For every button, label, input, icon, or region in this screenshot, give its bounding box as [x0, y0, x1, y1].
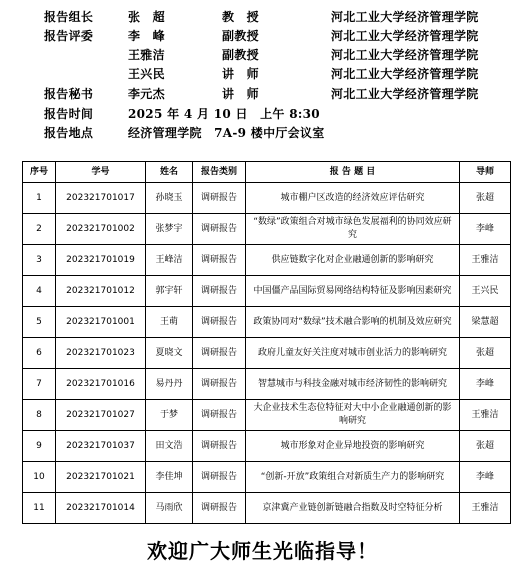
cell-category: 调研报告 — [193, 400, 246, 431]
info-org: 河北工业大学经济管理学院 — [331, 10, 479, 24]
report-time: 2025 年 4 月 10 日 上午 8:30 — [128, 107, 320, 121]
info-label: 报告时间 — [44, 107, 94, 121]
cell-title: 中国僵产品国际贸易网络结构特征及影响因素研究 — [246, 276, 460, 307]
cell-index: 6 — [23, 338, 56, 369]
info-row-judge-2 — [0, 45, 525, 65]
col-header-category: 报告类别 — [193, 162, 246, 183]
cell-title: 供应链数字化对企业融通创新的影响研究 — [246, 245, 460, 276]
cell-name: 田文浩 — [146, 431, 193, 462]
cell-index: 7 — [23, 369, 56, 400]
cell-category: 调研报告 — [193, 462, 246, 493]
info-title: 讲 师 — [222, 87, 259, 101]
table-row — [23, 276, 511, 307]
col-header-advisor: 导师 — [460, 162, 511, 183]
cell-student-id: 202321701021 — [56, 462, 146, 493]
cell-name: 王峰洁 — [146, 245, 193, 276]
info-row-place — [0, 123, 525, 143]
cell-index: 9 — [23, 431, 56, 462]
col-header-student-id: 学号 — [56, 162, 146, 183]
cell-index: 1 — [23, 183, 56, 214]
cell-advisor: 王雅洁 — [460, 245, 511, 276]
info-label: 报告组长 — [44, 10, 94, 24]
table-row — [23, 431, 511, 462]
cell-name: 张梦宇 — [146, 214, 193, 245]
info-title: 副教授 — [222, 29, 259, 43]
cell-student-id: 202321701014 — [56, 493, 146, 524]
cell-name: 于梦 — [146, 400, 193, 431]
table-row — [23, 400, 511, 431]
cell-title: “创新-开放”政策组合对新质生产力的影响研究 — [246, 462, 460, 493]
info-title: 副教授 — [222, 48, 259, 62]
cell-category: 调研报告 — [193, 369, 246, 400]
table-header-row — [23, 162, 511, 183]
table-row — [23, 214, 511, 245]
cell-student-id: 202321701002 — [56, 214, 146, 245]
cell-advisor: 李峰 — [460, 369, 511, 400]
cell-advisor: 张超 — [460, 431, 511, 462]
cell-name: 郭宇轩 — [146, 276, 193, 307]
cell-name: 李佳坤 — [146, 462, 193, 493]
cell-name: 夏晓文 — [146, 338, 193, 369]
col-header-title: 报 告 题 目 — [246, 162, 460, 183]
info-name: 张 超 — [128, 10, 165, 24]
cell-category: 调研报告 — [193, 183, 246, 214]
table-row — [23, 183, 511, 214]
cell-category: 调研报告 — [193, 276, 246, 307]
info-row-judge-3 — [0, 64, 525, 84]
cell-title: 智慧城市与科技金融对城市经济韧性的影响研究 — [246, 369, 460, 400]
cell-student-id: 202321701012 — [56, 276, 146, 307]
cell-index: 5 — [23, 307, 56, 338]
cell-advisor: 王兴民 — [460, 276, 511, 307]
cell-name: 马雨欣 — [146, 493, 193, 524]
cell-name: 易丹丹 — [146, 369, 193, 400]
cell-category: 调研报告 — [193, 338, 246, 369]
cell-title: 城市棚户区改造的经济效应评估研究 — [246, 183, 460, 214]
cell-title: 大企业技术生态位特征对大中小企业融通创新的影响研究 — [246, 400, 460, 431]
info-name: 李元杰 — [128, 87, 165, 101]
cell-category: 调研报告 — [193, 307, 246, 338]
report-schedule-table — [22, 161, 511, 524]
info-org: 河北工业大学经济管理学院 — [331, 48, 479, 62]
info-org: 河北工业大学经济管理学院 — [331, 67, 479, 81]
cell-student-id: 202321701027 — [56, 400, 146, 431]
cell-index: 11 — [23, 493, 56, 524]
report-place: 经济管理学院 7A-9 楼中厅会议室 — [128, 126, 325, 140]
col-header-name: 姓名 — [146, 162, 193, 183]
cell-advisor: 张超 — [460, 338, 511, 369]
cell-student-id: 202321701001 — [56, 307, 146, 338]
cell-name: 王萌 — [146, 307, 193, 338]
cell-index: 2 — [23, 214, 56, 245]
col-header-index: 序号 — [23, 162, 56, 183]
cell-student-id: 202321701023 — [56, 338, 146, 369]
info-row-time — [0, 104, 525, 124]
info-title: 讲 师 — [222, 67, 259, 81]
cell-category: 调研报告 — [193, 214, 246, 245]
info-name: 李 峰 — [128, 29, 165, 43]
info-label: 报告地点 — [44, 126, 94, 140]
cell-student-id: 202321701017 — [56, 183, 146, 214]
cell-student-id: 202321701019 — [56, 245, 146, 276]
cell-category: 调研报告 — [193, 431, 246, 462]
table-row — [23, 462, 511, 493]
cell-advisor: 王雅洁 — [460, 400, 511, 431]
info-name: 王兴民 — [128, 67, 165, 81]
cell-index: 4 — [23, 276, 56, 307]
table-row — [23, 493, 511, 524]
cell-title: “数绿”政策组合对城市绿色发展福利的协同效应研究 — [246, 214, 460, 245]
table-row — [23, 369, 511, 400]
cell-index: 8 — [23, 400, 56, 431]
info-row-secretary — [0, 84, 525, 104]
cell-advisor: 梁慧超 — [460, 307, 511, 338]
cell-student-id: 202321701016 — [56, 369, 146, 400]
table-row — [23, 245, 511, 276]
cell-title: 政府儿童友好关注度对城市创业活力的影响研究 — [246, 338, 460, 369]
cell-category: 调研报告 — [193, 245, 246, 276]
welcome-message: 欢迎广大师生光临指导！ — [147, 539, 378, 563]
cell-name: 孙晓玉 — [146, 183, 193, 214]
cell-title: 城市形象对企业异地投资的影响研究 — [246, 431, 460, 462]
info-label: 报告秘书 — [44, 87, 94, 101]
cell-advisor: 李峰 — [460, 462, 511, 493]
info-org: 河北工业大学经济管理学院 — [331, 29, 479, 43]
info-title: 教 授 — [222, 10, 259, 24]
cell-index: 10 — [23, 462, 56, 493]
table-row — [23, 338, 511, 369]
cell-advisor: 李峰 — [460, 214, 511, 245]
info-row-judge-1 — [0, 26, 525, 46]
cell-advisor: 王雅洁 — [460, 493, 511, 524]
cell-advisor: 张超 — [460, 183, 511, 214]
info-org: 河北工业大学经济管理学院 — [331, 87, 479, 101]
info-name: 王雅洁 — [128, 48, 165, 62]
table-row — [23, 307, 511, 338]
cell-title: 政策协同对“数绿”技术融合影响的机制及效应研究 — [246, 307, 460, 338]
cell-category: 调研报告 — [193, 493, 246, 524]
cell-student-id: 202321701037 — [56, 431, 146, 462]
cell-title: 京津冀产业链创新链融合指数及时空特征分析 — [246, 493, 460, 524]
cell-index: 3 — [23, 245, 56, 276]
info-label: 报告评委 — [44, 29, 94, 43]
info-row-leader — [0, 7, 525, 27]
